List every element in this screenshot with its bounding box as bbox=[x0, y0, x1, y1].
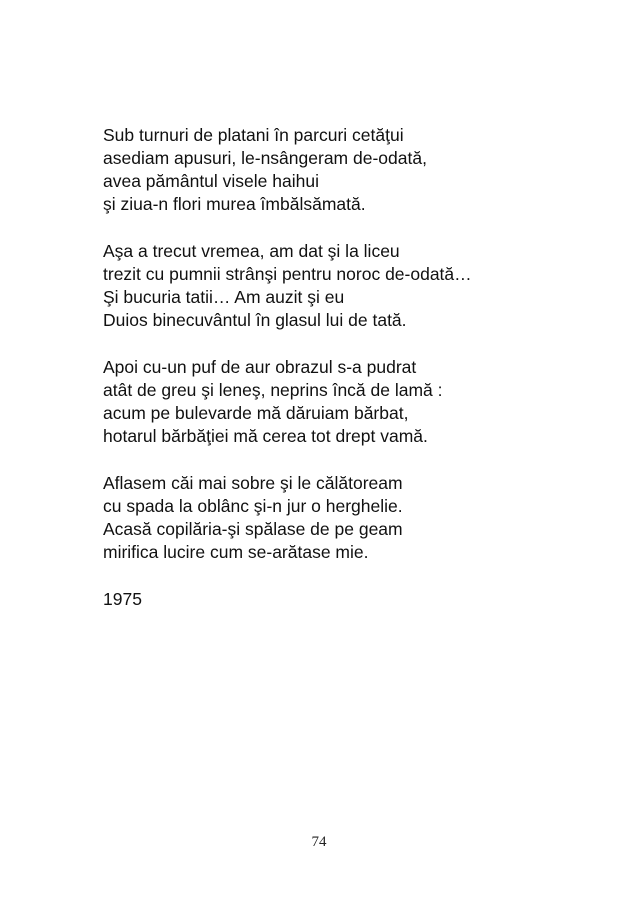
poem-year: 1975 bbox=[103, 589, 142, 609]
poem-line: acum pe bulevarde mă dăruiam bărbat, bbox=[103, 403, 409, 423]
poem bbox=[103, 124, 603, 611]
poem-line: hotarul bărbăţiei mă cerea tot drept vamă. bbox=[103, 426, 428, 446]
poem-line: avea pământul visele haihui bbox=[103, 171, 319, 191]
poem-line: atât de greu şi leneş, neprins încă de lamă : bbox=[103, 380, 443, 400]
poem-line: Acasă copilăria-şi spălase de pe geam bbox=[103, 519, 403, 539]
poem-line: Sub turnuri de platani în parcuri cetăţui bbox=[103, 125, 404, 145]
poem-line: asediam apusuri, le-nsângeram de-odată, bbox=[103, 148, 427, 168]
stanza-1 bbox=[103, 124, 603, 216]
poem-line: mirifica lucire cum se-arătase mie. bbox=[103, 542, 369, 562]
stanza-2 bbox=[103, 240, 603, 332]
poem-line: trezit cu pumnii strânşi pentru noroc de-odată… bbox=[103, 264, 472, 284]
page-number: 74 bbox=[311, 834, 327, 850]
poem-line: Apoi cu-un puf de aur obrazul s-a pudrat bbox=[103, 357, 417, 377]
stanza-3 bbox=[103, 356, 603, 448]
poem-line: şi ziua-n flori murea îmbălsămată. bbox=[103, 194, 366, 214]
poem-line: Şi bucuria tatii… Am auzit şi eu bbox=[103, 287, 345, 307]
poem-line: Duios binecuvântul în glasul lui de tată. bbox=[103, 310, 407, 330]
poem-line: cu spada la oblânc şi-n jur o herghelie. bbox=[103, 496, 403, 516]
poem-line: Aflasem căi mai sobre şi le călătoream bbox=[103, 473, 403, 493]
poem-line: Aşa a trecut vremea, am dat şi la liceu bbox=[103, 241, 400, 261]
stanza-4 bbox=[103, 472, 603, 564]
